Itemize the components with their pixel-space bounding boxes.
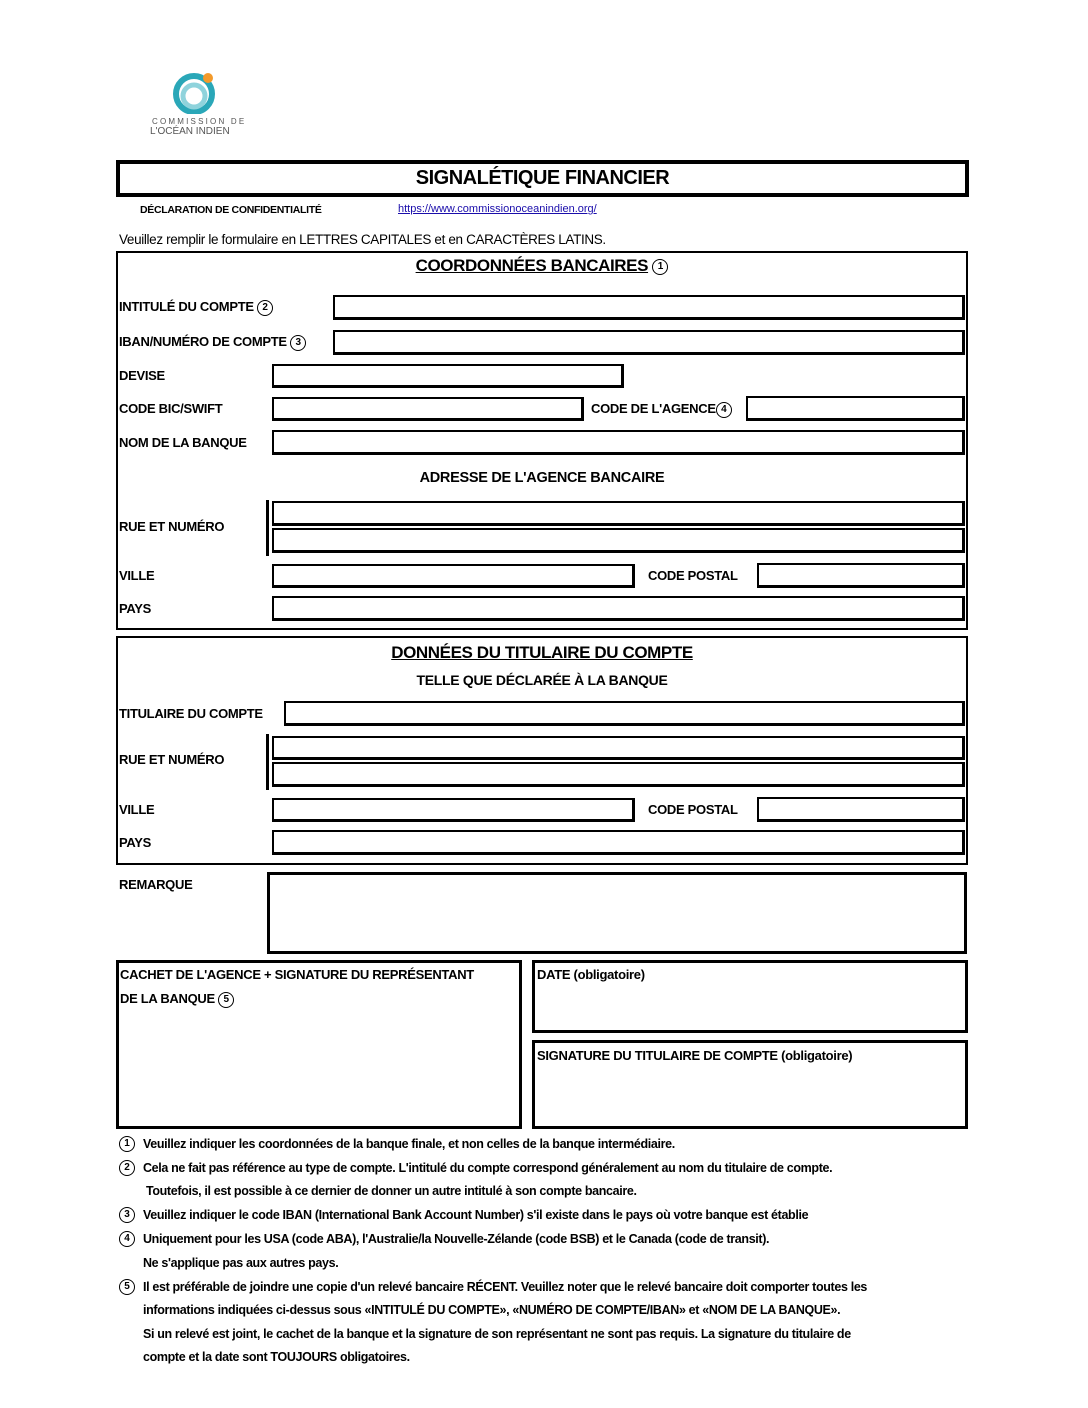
holder-country-label: PAYS bbox=[119, 835, 152, 850]
branch-code-input[interactable] bbox=[746, 396, 965, 421]
logo-icon bbox=[170, 70, 220, 114]
footnote-ref-3: 3 bbox=[290, 335, 306, 351]
holder-postal-label: CODE POSTAL bbox=[648, 802, 738, 817]
holder-city-input[interactable] bbox=[272, 798, 635, 822]
footnote-4-number: 4 bbox=[119, 1231, 135, 1247]
bank-name-label: NOM DE LA BANQUE bbox=[119, 435, 247, 450]
bic-label: CODE BIC/SWIFT bbox=[119, 401, 223, 416]
date-label: DATE (obligatoire) bbox=[537, 967, 645, 982]
bank-postal-label: CODE POSTAL bbox=[648, 568, 738, 583]
remark-input[interactable] bbox=[267, 872, 967, 954]
bank-country-input[interactable] bbox=[272, 596, 965, 621]
bank-street-label: RUE ET NUMÉRO bbox=[119, 519, 225, 534]
holder-street-bracket bbox=[266, 734, 269, 790]
holder-title: DONNÉES DU TITULAIRE DU COMPTE bbox=[391, 643, 693, 662]
currency-input[interactable] bbox=[272, 364, 624, 388]
instruction-text: Veuillez remplir le formulaire en LETTRES CAPITALES et en CARACTÈRES LATINS. bbox=[119, 232, 606, 247]
bank-section-title bbox=[116, 256, 968, 276]
account-title-input[interactable] bbox=[333, 295, 965, 320]
currency-label: DEVISE bbox=[119, 368, 165, 383]
bank-title: COORDONNÉES BANCAIRES bbox=[415, 256, 649, 275]
footnote-4-line-2: Ne s'applique pas aux autres pays. bbox=[143, 1256, 339, 1270]
footnote-2-line-1: Cela ne fait pas référence au type de compte. L'intitulé du compte correspond généralement au nom du titulaire de compte. bbox=[143, 1161, 833, 1175]
holder-street-label: RUE ET NUMÉRO bbox=[119, 752, 225, 767]
holder-input[interactable] bbox=[284, 701, 965, 726]
footnote-1-line-1: Veuillez indiquer les coordonnées de la banque finale, et non celles de la banque intermédiaire. bbox=[143, 1137, 675, 1151]
bank-city-label: VILLE bbox=[119, 568, 155, 583]
holder-subtitle: TELLE QUE DÉCLARÉE À LA BANQUE bbox=[416, 672, 668, 688]
bank-name-input[interactable] bbox=[272, 430, 965, 455]
logo bbox=[150, 70, 260, 140]
footnote-2-line-2: Toutefois, il est possible à ce dernier de donner un autre intitulé à son compte bancaire. bbox=[146, 1184, 637, 1198]
bank-postal-input[interactable] bbox=[757, 563, 965, 588]
holder-street-input-1[interactable] bbox=[272, 736, 965, 760]
holder-country-input[interactable] bbox=[272, 830, 965, 855]
bic-input[interactable] bbox=[272, 397, 584, 421]
footnote-5-number: 5 bbox=[119, 1279, 135, 1295]
account-title-label: INTITULÉ DU COMPTE 2 bbox=[119, 299, 273, 316]
holder-signature-label: SIGNATURE DU TITULAIRE DE COMPTE (obligatoire) bbox=[537, 1048, 853, 1063]
bank-stamp-box[interactable] bbox=[116, 960, 522, 1129]
bank-street-input-2[interactable] bbox=[272, 528, 965, 553]
holder-label: TITULAIRE DU COMPTE bbox=[119, 706, 263, 721]
holder-signature-box[interactable] bbox=[532, 1040, 968, 1129]
bank-stamp-label-1: CACHET DE L'AGENCE + SIGNATURE DU REPRÉSENTANT bbox=[120, 967, 474, 982]
bank-country-label: PAYS bbox=[119, 601, 152, 616]
footnote-3-number: 3 bbox=[119, 1207, 135, 1223]
bank-street-bracket bbox=[266, 500, 269, 556]
bank-address-title: ADRESSE DE L'AGENCE BANCAIRE bbox=[419, 470, 665, 486]
footnote-ref-5: 5 bbox=[218, 992, 234, 1008]
page-title: SIGNALÉTIQUE FINANCIER bbox=[415, 167, 670, 189]
footnote-5-line-1: Il est préférable de joindre une copie d'un relevé bancaire RÉCENT. Veuillez noter que le relevé bancaire doit comporter toutes les bbox=[143, 1280, 868, 1294]
privacy-label: DÉCLARATION DE CONFIDENTIALITÉ bbox=[140, 204, 322, 216]
title-box bbox=[116, 160, 969, 197]
holder-postal-input[interactable] bbox=[757, 797, 965, 822]
footnote-5-line-3: Si un relevé est joint, le cachet de la banque et la signature de son représentant ne sont pas requis. La signature du titulaire de bbox=[143, 1327, 851, 1341]
footnote-ref-4: 4 bbox=[716, 402, 732, 418]
bank-city-input[interactable] bbox=[272, 564, 635, 588]
footnote-1-number: 1 bbox=[119, 1136, 135, 1152]
iban-label: IBAN/NUMÉRO DE COMPTE 3 bbox=[119, 334, 306, 351]
iban-input[interactable] bbox=[333, 330, 965, 355]
logo-line1: COMMISSION DE bbox=[152, 117, 247, 126]
footnote-5-line-2: informations indiquées ci-dessus sous «INTITULÉ DU COMPTE», «NUMÉRO DE COMPTE/IBAN» et «NOM DE LA BANQUE». bbox=[143, 1303, 841, 1317]
footnote-5-line-4: compte et la date sont TOUJOURS obligatoires. bbox=[143, 1350, 410, 1364]
footnote-3-line-1: Veuillez indiquer le code IBAN (International Bank Account Number) s'il existe dans le pays où votre banque est établie bbox=[143, 1208, 809, 1222]
remark-label: REMARQUE bbox=[119, 877, 193, 892]
holder-city-label: VILLE bbox=[119, 802, 155, 817]
logo-line2: L'OCÉAN INDIEN bbox=[150, 126, 230, 137]
date-box[interactable] bbox=[532, 960, 968, 1033]
privacy-link[interactable]: https://www.commissionoceanindien.org/ bbox=[398, 203, 597, 215]
bank-street-input-1[interactable] bbox=[272, 501, 965, 526]
footnote-ref-1: 1 bbox=[652, 259, 668, 275]
footnote-2-number: 2 bbox=[119, 1160, 135, 1176]
holder-street-input-2[interactable] bbox=[272, 762, 965, 787]
branch-code-label: CODE DE L'AGENCE 4 bbox=[591, 401, 732, 418]
footnote-4-line-1: Uniquement pour les USA (code ABA), l'Australie/la Nouvelle-Zélande (code BSB) et le Canada (code de transit). bbox=[143, 1232, 770, 1246]
bank-stamp-label-2: DE LA BANQUE 5 bbox=[120, 991, 234, 1008]
footnote-ref-2: 2 bbox=[257, 300, 273, 316]
